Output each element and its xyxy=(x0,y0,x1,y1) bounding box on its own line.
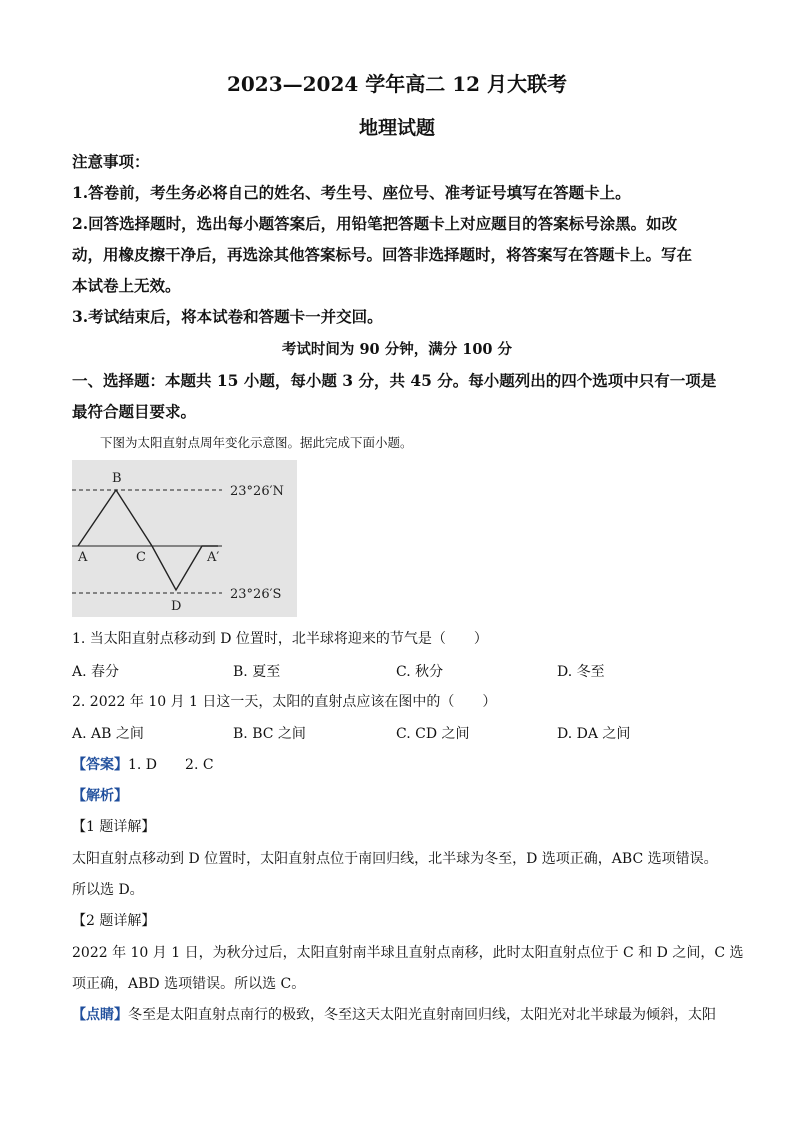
label-tropic-north: 23°26′N xyxy=(230,484,284,499)
note-tag: 【点睛】 xyxy=(72,1007,128,1023)
answer-text: 1. D 2. C xyxy=(128,757,214,773)
notice-line: 1.答卷前，考生务必将自己的姓名、考生号、座位号、准考证号填写在答题卡上。 xyxy=(72,183,631,202)
label-a-prime: A′ xyxy=(207,550,220,565)
subsolar-point-diagram xyxy=(72,460,297,617)
question-1-stem: 1. 当太阳直射点移动到 D 位置时，北半球将迎来的节气是（ ） xyxy=(72,631,488,647)
subject-title: 地理试题 xyxy=(358,117,435,139)
analysis-tag: 【解析】 xyxy=(72,788,128,804)
answer-line xyxy=(72,754,214,774)
label-d: D xyxy=(171,599,182,614)
section-heading: 一、选择题：本题共 15 小题，每小题 3 分，共 45 分。每小题列出的四个选项中只有一项是 xyxy=(72,371,717,390)
notice-line: 3.考试结束后，将本试卷和答题卡一并交回。 xyxy=(72,307,383,326)
notice-heading: 注意事项： xyxy=(72,152,150,171)
q2-option-c: C. CD 之间 xyxy=(396,726,470,742)
answer-tag: 【答案】 xyxy=(72,757,128,773)
q2-option-a: A. AB 之间 xyxy=(72,726,144,742)
label-tropic-south: 23°26′S xyxy=(230,587,282,602)
section-heading-cont: 最符合题目要求。 xyxy=(72,402,197,421)
question-2-stem: 2. 2022 年 10 月 1 日这一天，太阳的直射点应该在图中的（ ） xyxy=(72,694,497,710)
q2-detail-line: 项正确，ABD 选项错误。所以选 C。 xyxy=(72,976,306,992)
exam-info: 考试时间为 90 分钟，满分 100 分 xyxy=(281,341,513,358)
q2-option-b: B. BC 之间 xyxy=(233,726,306,742)
notice-line: 2.回答选择题时，选出每小题答案后，用铅笔把答题卡上对应题目的答案标号涂黑。如改 xyxy=(72,214,678,233)
notice-line: 本试卷上无效。 xyxy=(72,276,181,295)
label-a: A xyxy=(78,550,88,565)
q1-option-a: A. 春分 xyxy=(72,664,120,680)
notice-line: 动，用橡皮擦干净后，再选涂其他答案标号。回答非选择题时，将答案写在答题卡上。写在 xyxy=(72,245,693,264)
question-intro: 下图为太阳直射点周年变化示意图。据此完成下面小题。 xyxy=(100,435,413,450)
q2-detail-line: 2022 年 10 月 1 日，为秋分过后，太阳直射南半球且直射点南移，此时太阳直射点位于 C 和 D 之间，C 选 xyxy=(72,945,744,961)
note-line xyxy=(72,1004,716,1024)
q1-detail-heading: 【1 题详解】 xyxy=(72,819,156,835)
exam-title: 2023—2024 学年高二 12 月大联考 xyxy=(226,72,568,96)
q1-detail-line: 太阳直射点移动到 D 位置时，太阳直射点位于南回归线，北半球为冬至，D 选项正确，ABC 选项错误。 xyxy=(72,851,718,867)
q1-detail-line: 所以选 D。 xyxy=(72,882,144,898)
q2-detail-heading: 【2 题详解】 xyxy=(72,913,156,929)
q1-option-b: B. 夏至 xyxy=(233,664,281,680)
q2-option-d: D. DA 之间 xyxy=(557,726,631,742)
label-c: C xyxy=(136,550,146,565)
q1-option-c: C. 秋分 xyxy=(396,664,444,680)
q1-option-d: D. 冬至 xyxy=(557,664,605,680)
subsolar-path xyxy=(78,490,218,590)
label-b: B xyxy=(112,471,122,486)
note-text: 冬至是太阳直射点南行的极致，冬至这天太阳光直射南回归线，太阳光对北半球最为倾斜，太阳 xyxy=(128,1007,716,1023)
